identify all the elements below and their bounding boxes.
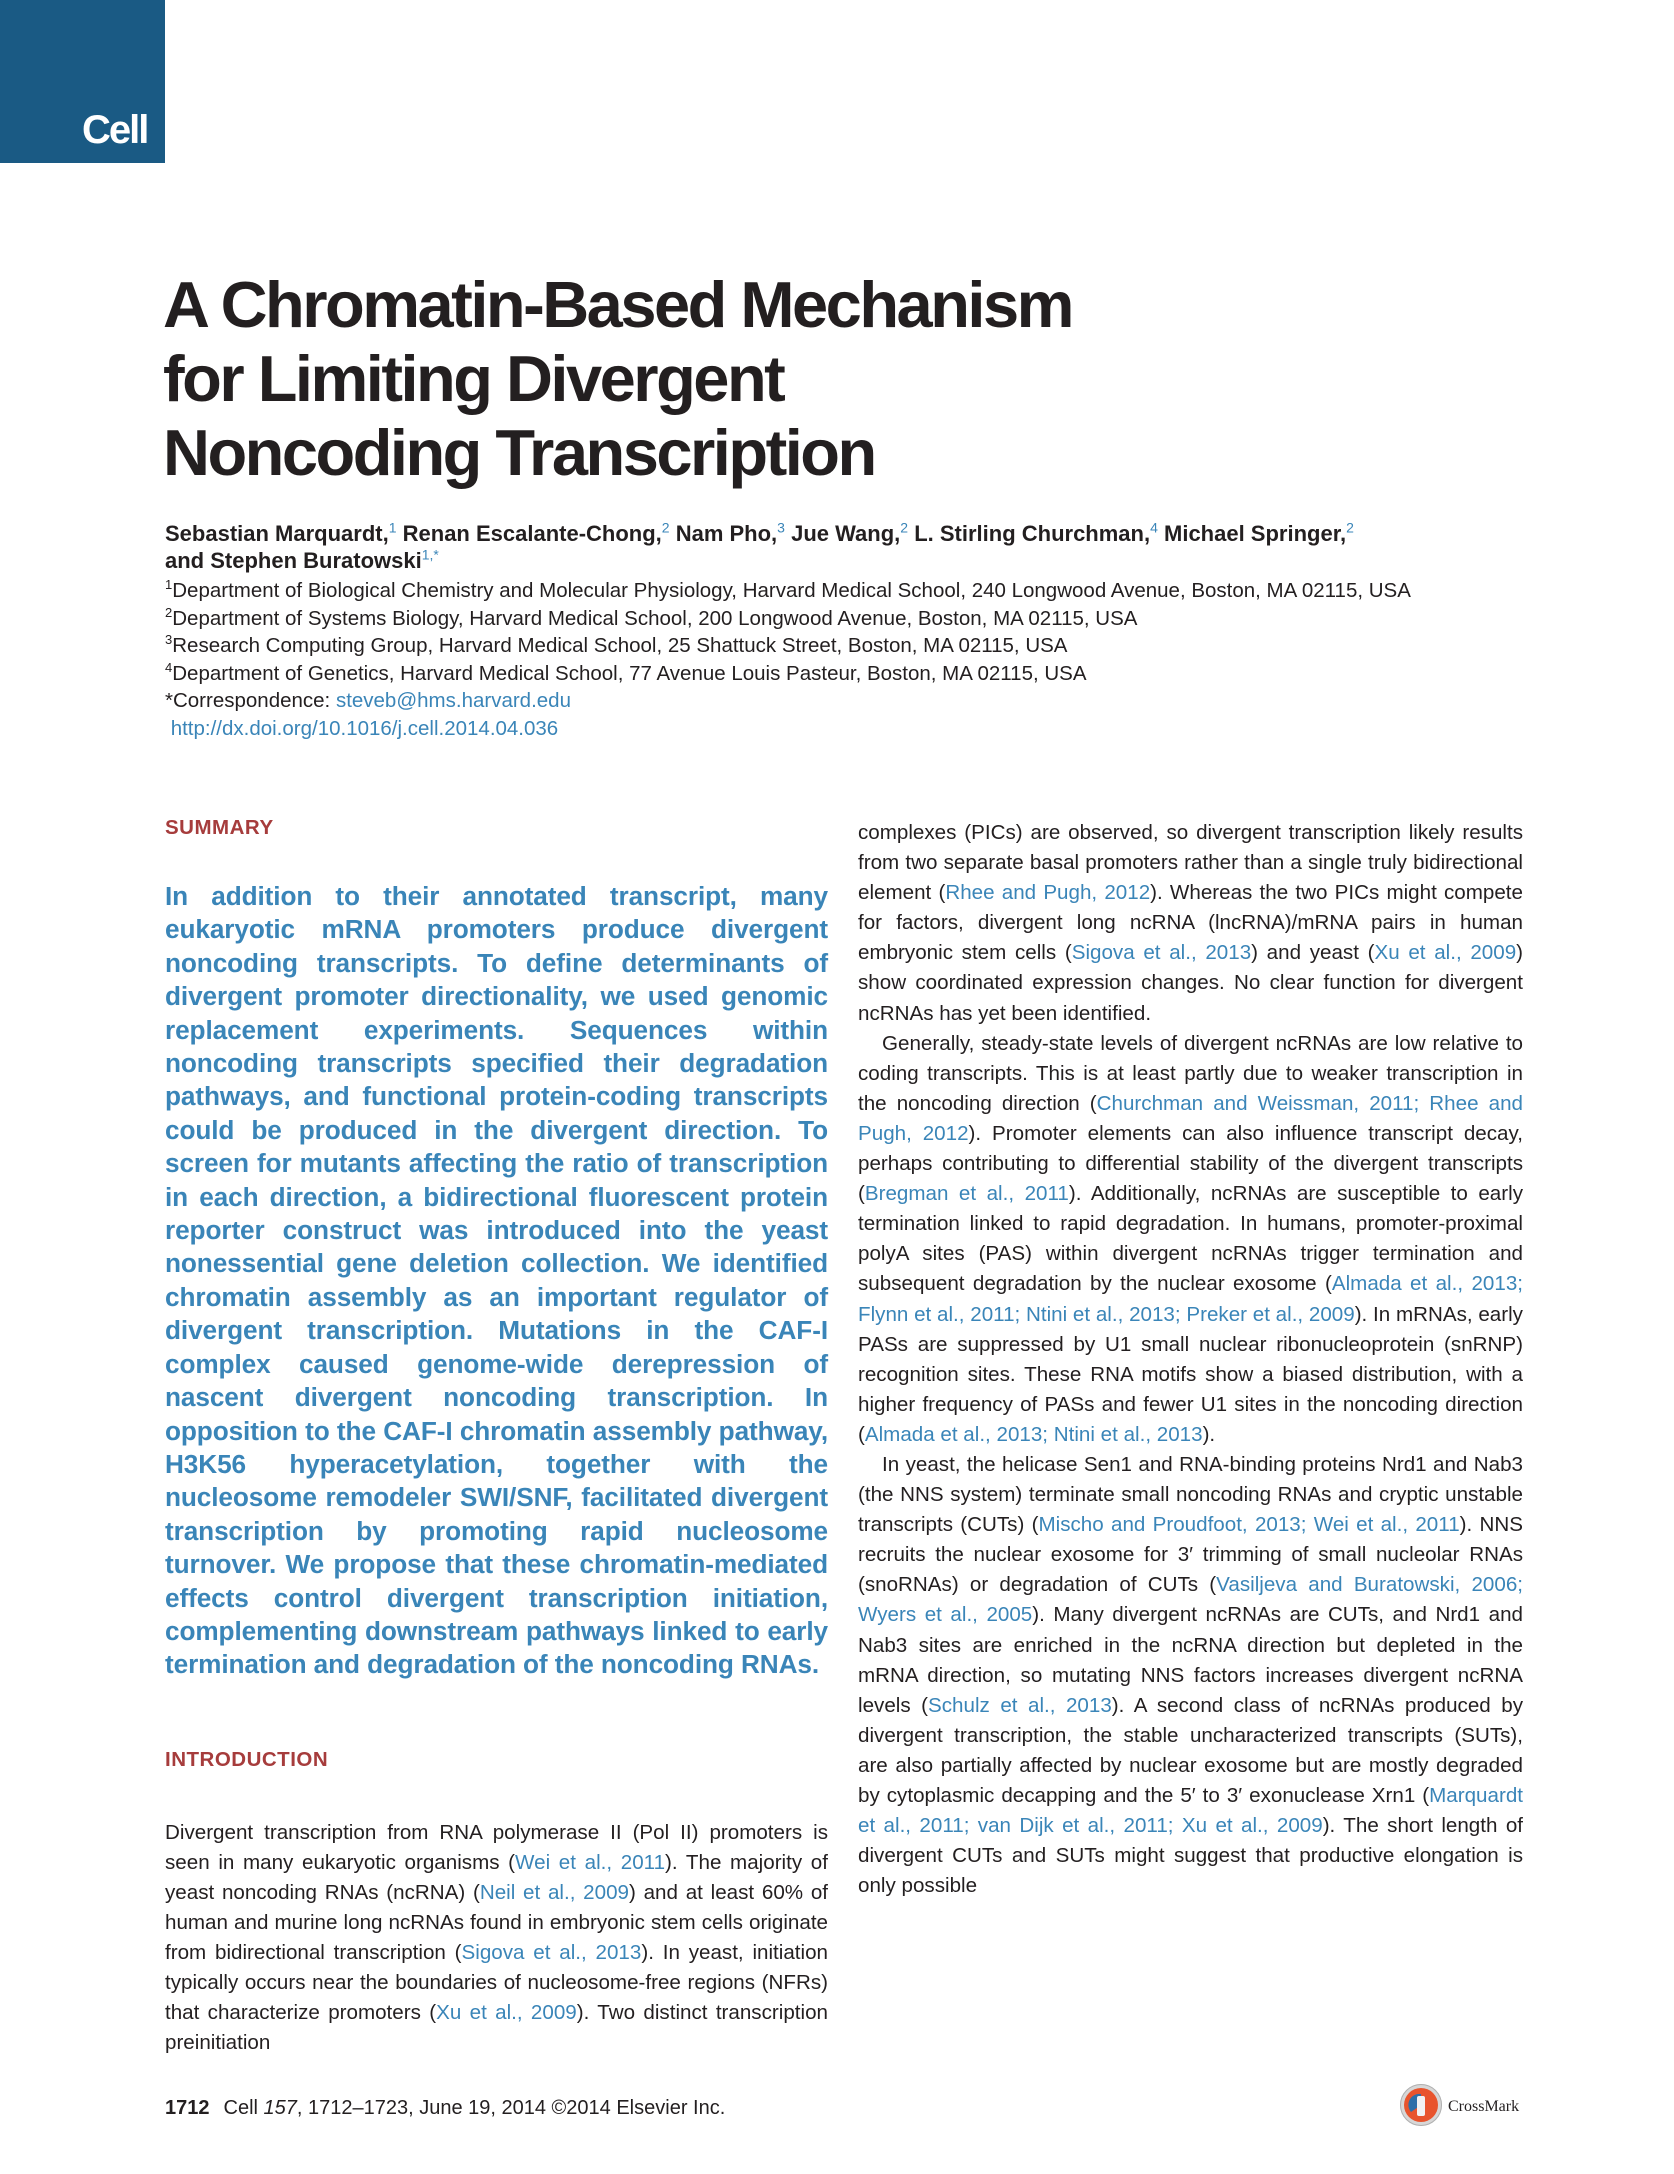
footer-volume: 157: [263, 2097, 297, 2119]
author-affiliation-marker: 1,*: [421, 546, 439, 563]
body-text: ). In mRNAs, early PASs are suppressed by U1 small nuclear ribonucleoprotein (snRNP) recognition sites. These RNA motifs show a biased distribution, with a higher frequency of PASs and fewer U1 sites in the noncoding direction (: [858, 1302, 1523, 1446]
summary-text: In addition to their annotated transcript, many eukaryotic mRNA promoters produce divergent noncoding transcripts. To define determinants of divergent promoter directionality, we used genomic replacement experiments. Sequences within noncoding transcripts specified their degradation pathways, and functional protein-coding transcripts could be produced in the divergent direction. To screen for mutants affecting the ratio of transcription in each direction, a bidirectional fluorescent protein reporter construct was introduced into the yeast nonessential gene deletion collection. We identified chromatin assembly as an important regulator of divergent transcription. Mutations in the CAF-I complex caused genome-wide derepression of nascent divergent noncoding transcription. In opposition to the CAF-I chromatin assembly pathway, H3K56 hyperacetylation, together with the nucleosome remodeler SWI/SNF, facilitated divergent transcription by promoting rapid nucleosome turnover. We propose that these chromatin-mediated effects control divergent transcription initiation, complementing downstream pathways linked to early termination and degradation of the noncoding RNAs.: [165, 881, 828, 1680]
body-paragraph: [858, 818, 1523, 1029]
introduction-paragraph: [165, 1818, 828, 2059]
citation-link[interactable]: Xu et al., 2009: [436, 2001, 577, 2025]
body-text: ) show coordinated expression changes. No clear function for divergent ncRNAs has yet been identified.: [858, 941, 1524, 1025]
journal-badge: [0, 0, 165, 163]
citation-link[interactable]: Bregman et al., 2011: [864, 1182, 1069, 1206]
author-name: Michael Springer,: [1157, 521, 1347, 546]
crossmark-badge[interactable]: [1398, 2082, 1528, 2132]
author-list: [165, 520, 1525, 574]
body-text: In yeast, the helicase Sen1 and RNA-binding proteins Nrd1 and Nab3 (the NNS system) terminate small noncoding RNAs and cryptic unstable transcripts (CUTs) (: [858, 1452, 1523, 1537]
author-name: Sebastian Marquardt,: [165, 521, 389, 546]
author-affiliation-marker: 4: [1150, 519, 1158, 536]
citation-link[interactable]: Mischo and Proudfoot, 2013; Wei et al., 2011: [1038, 1513, 1460, 1537]
body-text: complexes (PICs) are observed, so divergent transcription likely results from two separate basal promoters rather than a single truly bidirectional element (: [858, 821, 1523, 905]
right-column: [858, 818, 1523, 1901]
body-text: ). NNS recruits the nuclear exosome for 3′ trimming of small nucleolar RNAs (snoRNAs) or degradation of CUTs (: [858, 1513, 1524, 1597]
affiliation-4: $^4$Department of Genetics, Harvard Medical School, 77 Avenue Louis Pasteur, Boston, MA 02115, USA: [165, 659, 1087, 685]
body-text: ) and at least 60% of human and murine long ncRNAs found in embryonic stem cells originate from bidirectional transcription (: [165, 1880, 828, 1965]
citation-link[interactable]: Vasiljeva and Buratowski, 2006; Wyers et al., 2005: [858, 1573, 1523, 1627]
affiliation-2: $^2$Department of Systems Biology, Harvard Medical School, 200 Longwood Avenue, Boston, MA 02115, USA: [165, 604, 1138, 630]
author-name: Nam Pho,: [669, 521, 778, 546]
author-affiliation-marker: 3: [777, 519, 785, 536]
left-column: [165, 816, 828, 2059]
affiliations: [165, 577, 1545, 742]
citation-link[interactable]: Xu et al., 2009: [1374, 941, 1517, 965]
citation-link[interactable]: Neil et al., 2009: [479, 1880, 629, 1904]
footer-citation: , 1712–1723, June 19, 2014 ©2014 Elsevier Inc.: [296, 2097, 726, 2119]
doi-link[interactable]: http://dx.doi.org/10.1016/j.cell.2014.04.036: [170, 716, 559, 740]
citation-link[interactable]: Almada et al., 2013; Ntini et al., 2013: [864, 1422, 1203, 1446]
citation-link[interactable]: Churchman and Weissman, 2011; Rhee and Pugh, 2012: [858, 1091, 1523, 1145]
citation-link[interactable]: Rhee and Pugh, 2012: [945, 881, 1151, 905]
page-number: 1712: [165, 2097, 210, 2119]
body-text: Generally, steady-state levels of divergent ncRNAs are low relative to coding transcripts. This is at least partly due to weaker transcription in the noncoding direction (: [858, 1031, 1523, 1115]
body-text: ). A second class of ncRNAs produced by divergent transcription, the stable uncharacterized transcripts (SUTs), are also partially affected by nuclear exosome but are mostly degraded by cytoplasmic decapping and the 5′ to 3′ exonuclease Xrn1 (: [858, 1693, 1524, 1807]
author-affiliation-marker: 2: [900, 519, 909, 536]
citation-link[interactable]: Sigova et al., 2013: [1071, 941, 1252, 965]
body-text: ). The short length of divergent CUTs and SUTs might suggest that productive elongation is only possible: [858, 1814, 1523, 1898]
article-title: [163, 268, 1263, 490]
body-text: ). Two distinct transcription preinitiation: [165, 2001, 828, 2055]
author-affiliation-marker: 2: [1346, 519, 1354, 536]
affiliation-3: $^3$Research Computing Group, Harvard Medical School, 25 Shattuck Street, Boston, MA 02115, USA: [165, 632, 1068, 657]
body-text: ).: [1202, 1422, 1216, 1446]
author-name: L. Stirling Churchman,: [908, 521, 1151, 546]
citation-link[interactable]: Schulz et al., 2013: [928, 1693, 1112, 1717]
body-paragraph: [858, 1029, 1523, 1450]
author-name: Renan Escalante-Chong,: [396, 521, 662, 546]
correspondence: *Correspondence: steveb@hms.harvard.edu: [165, 689, 571, 712]
introduction-heading: INTRODUCTION: [165, 1747, 329, 1771]
footer-journal: Cell: [223, 2097, 264, 2119]
crossmark-icon: [1398, 2082, 1444, 2128]
body-text: ). Many divergent ncRNAs are CUTs, and Nrd1 and Nab3 sites are enriched in the ncRNA direction but depleted in the mRNA direction, so mutating NNS factors increases divergent ncRNA levels (: [858, 1603, 1523, 1717]
summary-heading: SUMMARY: [165, 816, 274, 839]
doi: [165, 715, 1545, 743]
citation-link[interactable]: Wei et al., 2011: [515, 1850, 666, 1874]
body-text: ). Promoter elements can also influence transcript decay, perhaps contributing to differential stability of the divergent transcripts (: [858, 1121, 1523, 1206]
title-line: A Chromatin-Based Mechanism: [163, 268, 1072, 341]
body-text: ). In yeast, initiation typically occurs near the boundaries of nucleosome-free regions (NFRs) that characterize promoters (: [165, 1941, 828, 2025]
correspondence-email-link[interactable]: steveb@hms.harvard.edu: [335, 689, 571, 712]
page-footer: [165, 2097, 725, 2120]
author-affiliation-marker: 2: [661, 519, 670, 536]
crossmark-label: CrossMark: [1448, 2098, 1520, 2115]
author-name: and Stephen Buratowski: [165, 548, 422, 573]
title-line: for Limiting Divergent: [163, 342, 784, 415]
author-affiliation-marker: 1: [388, 519, 397, 536]
body-text: ). The majority of yeast noncoding RNAs (ncRNA) (: [165, 1850, 828, 1904]
body-text: ). Whereas the two PICs might compete for factors, divergent long ncRNA (lncRNA)/mRNA pairs in human embryonic stem cells (: [858, 881, 1523, 965]
body-text: ) and yeast (: [1251, 941, 1375, 965]
title-line: Noncoding Transcription: [163, 416, 875, 489]
body-paragraph: [858, 1450, 1523, 1901]
journal-logo-text: Cell: [82, 108, 148, 152]
body-text: Divergent transcription from RNA polymerase II (Pol II) promoters is seen in many eukaryotic organisms (: [165, 1820, 828, 1874]
body-text: ). Additionally, ncRNAs are susceptible to early termination linked to rapid degradation. In humans, promoter-proximal polyA sites (PAS) within divergent ncRNAs trigger termination and subsequent degradation by the nuclear exosome (: [858, 1182, 1523, 1296]
affiliation-1: $^1$Department of Biological Chemistry and Molecular Physiology, Harvard Medical School, 240 Longwood Avenue, Boston, MA 02115, USA: [165, 577, 1411, 602]
author-name: Jue Wang,: [784, 521, 901, 546]
citation-link[interactable]: Almada et al., 2013; Flynn et al., 2011; Ntini et al., 2013; Preker et al., 2009: [858, 1272, 1523, 1326]
citation-link[interactable]: Marquardt et al., 2011; van Dijk et al., 2011; Xu et al., 2009: [858, 1784, 1523, 1838]
citation-link[interactable]: Sigova et al., 2013: [461, 1941, 642, 1965]
